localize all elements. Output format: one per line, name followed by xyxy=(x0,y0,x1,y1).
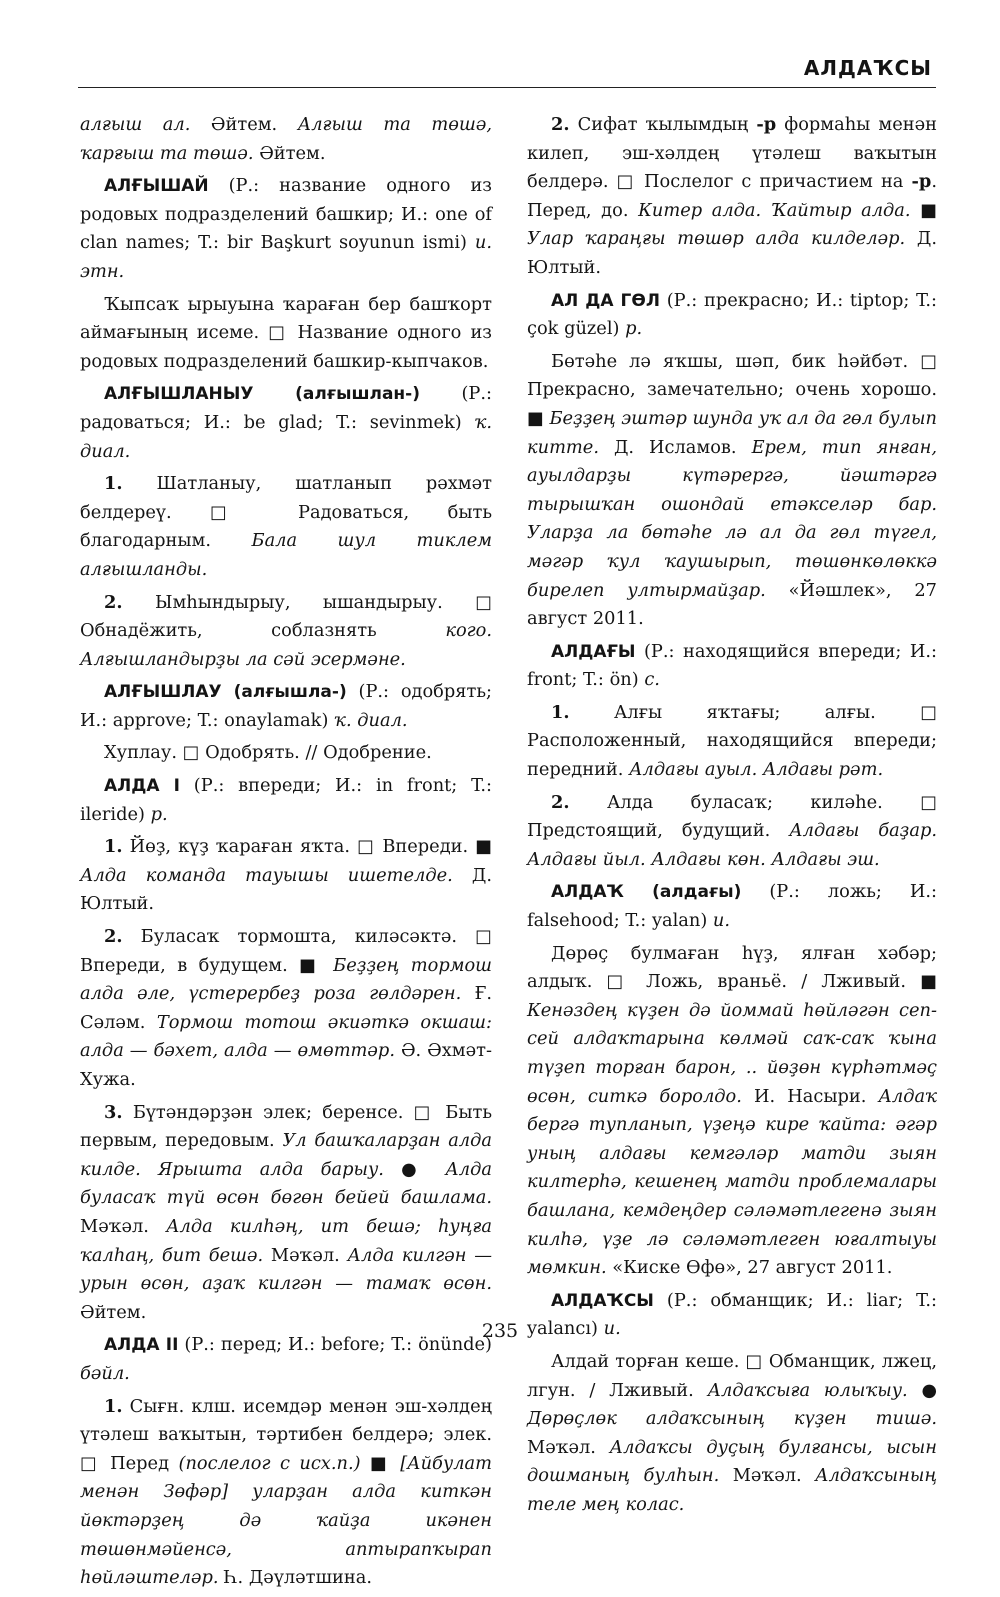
definition-text: (Р.: находящийся впереди; И.: front; T.: ön) xyxy=(527,640,937,691)
entry-paragraph xyxy=(527,940,937,1283)
definition-text: (Р.: перед; И.: before; T.: önünde) xyxy=(178,1334,492,1356)
definition-text: Мәҡәл. xyxy=(719,1465,816,1487)
example-text: Беҙҙең эштәр шунда уҡ ал да гөл булып китте. xyxy=(527,407,937,458)
headword: АЛДАҒЫ xyxy=(551,641,636,662)
entry-paragraph xyxy=(527,111,937,283)
headword: АЛДА I xyxy=(104,776,180,797)
sense-number: 1. xyxy=(104,1395,123,1417)
page-number: 235 xyxy=(481,1320,519,1342)
definition-text: Мәҡәл. xyxy=(80,1215,167,1237)
entry-paragraph xyxy=(80,678,492,735)
entry-paragraph xyxy=(80,833,492,919)
headword: АЛ ДА ГӨЛ xyxy=(551,290,660,311)
entry-paragraph xyxy=(527,789,937,875)
definition-text: Сифат ҡылымдың xyxy=(569,114,757,135)
example-text: р. xyxy=(625,318,643,340)
example-text: [Айбулат менән Зөфәр] уларҙан алда киткән йөктәрҙең дә ҡайҙа икәнен төшөнмәйенсә, аптырапҡырап һөйләштеләр. xyxy=(80,1452,492,1589)
entry-continuation xyxy=(80,111,492,168)
sense-number: 2. xyxy=(104,591,123,613)
definition-text: Алда буласаҡ; киләһе. □ Предстоящий, будущий. xyxy=(527,791,937,842)
example-text: Тормош тотош әкиәткә окшаш: алда — бәхет, алда — өмөттәр. xyxy=(80,1011,492,1062)
entry-paragraph xyxy=(80,923,492,1095)
headword: АЛҒЫШАЙ xyxy=(104,176,209,197)
definition-text: Әйтем. xyxy=(253,142,326,164)
definition-text: Ә. Әхмәт-Хужа. xyxy=(80,1040,492,1090)
sense-number: 1. xyxy=(551,701,570,723)
example-text: и. xyxy=(603,1318,621,1340)
example-text: Алда килһәң, ит бешә; һуңға ҡалһаң, бит бешә. xyxy=(80,1215,492,1266)
entry-paragraph xyxy=(527,1348,937,1520)
entry-paragraph xyxy=(80,172,492,286)
example-text: Алда килгән — урын өсөн, аҙаҡ килгән — тамаҡ өсөн. xyxy=(80,1244,492,1295)
entry-paragraph xyxy=(80,470,492,584)
sense-number: 2. xyxy=(551,114,570,135)
definition-text: ● xyxy=(907,1379,937,1401)
entry-paragraph xyxy=(527,348,937,634)
example-text: Алдағы ауыл. Алдағы рәт. xyxy=(629,759,884,781)
definition-text: Буласаҡ тормошта, киләсәктә. □ Впереди, в будущем. ■ xyxy=(80,926,492,976)
definition-text: Әйтем. xyxy=(190,114,298,135)
example-text: кого. Алғышландырҙы ла сәй эсермәне. xyxy=(80,620,492,670)
headword: АЛҒЫШЛАНЫУ (алғышлан-) xyxy=(104,384,420,405)
example-text: ҡ. диал. xyxy=(334,709,408,731)
right-column xyxy=(527,111,937,1524)
definition-text: Бөтәһе лә яҡшы, шәп, бик һәйбәт. □ Прекрасно, замечательно; очень хорошо. ■ xyxy=(527,350,937,429)
header-rule xyxy=(78,87,936,88)
definition-text: (Р.: название одного из родовых подразделений башкир; И.: one of clan names; T.: bir Başkurt soyunun ismi) xyxy=(80,175,492,254)
definition-text: Д. Юлтый. xyxy=(80,864,492,915)
definition-text: ■ xyxy=(910,199,938,221)
example-text: Алдаҡ бергә тупланып, үҙеңә кире ҡайта: әгәр уның алдағы кемгәләр матди зыян килтерһә, кешенең матди проблемалары башлана, кемдеңдер сәләмәтлегенә зыян килһә, үҙе лә сәләмәтлеген юғалтыуы мөмкин. xyxy=(527,1085,937,1279)
entry-paragraph xyxy=(80,291,492,377)
example-text: Дөрөҫлөк алдаҡсының күҙен тишә. xyxy=(527,1408,937,1430)
example-text: ҡ. диал. xyxy=(80,411,492,462)
definition-text: Мәҡәл. xyxy=(527,1436,610,1458)
entry-paragraph xyxy=(527,638,937,695)
example-text: Кенәздең күҙен дә йоммай һөйләгән сеп-сей алдаҡтарына көлмәй саҡ-саҡ ҡына түҙеп торған барон, .. йөҙөн күрһәтмәҫ өсөн, ситкә боролдо. xyxy=(527,999,937,1107)
entry-paragraph xyxy=(80,739,492,768)
example-text: Беҙҙең тормош алда әле, үстерербеҙ роза гөлдәрен. xyxy=(80,954,492,1005)
sense-number: 2. xyxy=(104,926,123,948)
definition-text: Ҡыпсаҡ ырыуына ҡараған бер башҡорт аймағының исеме. □ Название одного из родовых подразделений башкир-кыпчаков. xyxy=(80,293,492,372)
example-text: Китер алда. Ҡайтыр алда. xyxy=(638,199,911,221)
definition-text: ● xyxy=(383,1158,446,1180)
example-text: Бала шул тиклем алғышланды. xyxy=(80,530,492,580)
definition-text: Ымһындырыу, ышандырыу. □ Обнадёжить, соблазнять xyxy=(80,591,492,642)
definition-text: (Р.: впереди; И.: in front; T.: ileride) xyxy=(80,775,492,825)
example-text: Алда буласаҡ түй өсөн бөгөн бейей башлама. xyxy=(80,1158,492,1209)
definition-text: ■ xyxy=(360,1452,401,1474)
definition-text: Ғ. Сәләм. xyxy=(80,983,492,1033)
example-text: Алдаҡсы дуҫың булғансы, ысын дошманың булһын. xyxy=(527,1436,937,1487)
definition-text: Дөрөҫ булмаған һүҙ, ялған хәбәр; алдыҡ. □ Ложь, враньё. / Лживый. ■ xyxy=(527,942,937,993)
example-text: алғыш ал. xyxy=(80,114,191,135)
definition-text: Һ. Дәүләтшина. xyxy=(218,1567,373,1589)
sense-number: 2. xyxy=(551,791,570,813)
definition-text: Алдай торған кеше. □ Обманщик, лжец, лгун. / Лживый. xyxy=(527,1350,937,1401)
definition-text: Әйтем. xyxy=(80,1301,147,1323)
sense-number: -р xyxy=(911,171,932,193)
headword: АЛДАҠ (алдағы) xyxy=(551,882,742,903)
example-text: Алғыш та төшә, ҡарғыш та төшә. xyxy=(80,114,493,164)
running-head: АЛДАҠСЫ xyxy=(803,56,932,80)
example-text: (послелог с исх.п.) xyxy=(178,1452,361,1474)
definition-text: формаһы менән килеп, эш-хәлдең үтәлеш ваҡытын белдерә. □ Послелог с причастием на xyxy=(527,114,937,193)
definition-text: И. Насыри. xyxy=(741,1085,879,1107)
headword: АЛДАҠСЫ xyxy=(551,1290,654,1311)
sense-number: -р xyxy=(756,114,777,135)
example-text: Алдаҡсыға юлыҡыу. xyxy=(707,1379,908,1401)
entry-paragraph xyxy=(80,1393,492,1593)
example-text: Алда команда тауышы ишетелде. xyxy=(80,864,453,886)
definition-text: (Р.: прекрасно; И.: tiptop; T.: çok güzel) xyxy=(527,289,937,340)
definition-text: Шатланыу, шатланып рәхмәт белдереү. □ Радоваться, быть благодарным. xyxy=(80,473,492,552)
example-text: бәйл. xyxy=(80,1362,130,1384)
definition-text: Мәҡәл. xyxy=(263,1244,348,1266)
entry-paragraph xyxy=(80,1099,492,1328)
example-text: Улар ҡараңғы төшөр алда килделәр. xyxy=(527,228,906,250)
entry-paragraph xyxy=(527,878,937,935)
headword: АЛДА II xyxy=(104,1335,179,1356)
definition-text: (Р.: радоваться; И.: be glad; T.: sevinmek) xyxy=(80,383,492,433)
definition-text: (Р.: одобрять; И.: approve; T.: onaylamak) xyxy=(80,681,492,731)
example-text: Алдаҡсының теле мең колас. xyxy=(527,1465,937,1515)
example-text: р. xyxy=(150,803,168,825)
definition-text: Д. Юлтый. xyxy=(527,228,938,278)
example-text: Ул башҡаларҙан алда килде. Ярышта алда барыу. xyxy=(80,1130,492,1180)
definition-text: (Р.: ложь; И.: falsehood; T.: yalan) xyxy=(527,881,937,932)
headword: АЛҒЫШЛАУ (алғышла-) xyxy=(104,682,347,703)
sense-number: 1. xyxy=(104,836,123,858)
entry-paragraph xyxy=(527,699,937,785)
definition-text: «Киске Өфө», 27 август 2011. xyxy=(606,1257,893,1279)
example-text: с. xyxy=(644,669,660,691)
sense-number: 3. xyxy=(104,1101,123,1123)
entry-paragraph xyxy=(80,589,492,675)
definition-text: . Перед, до. xyxy=(527,171,937,221)
definition-text: (Р.: обманщик; И.: liar; T.: yalancı) xyxy=(527,1289,937,1340)
definition-text: «Йәшлек», 27 август 2011. xyxy=(527,579,937,630)
definition-text: Бүтәндәрҙән элек; беренсе. □ Быть первым, передовым. xyxy=(80,1101,492,1152)
entry-paragraph xyxy=(80,772,492,829)
example-text: Ерем, тип янған, ауылдарҙы күтәрергә, йәштәргә тырышҡан ошондай етәкселәр бар. Уларҙа ла бөтәһе лә ал да гөл түгел, мәгәр ҡул ҡаушырып, төшөнкөлөккә бирелеп ултырмайҙар. xyxy=(527,436,937,601)
entry-paragraph xyxy=(80,380,492,466)
sense-number: 1. xyxy=(104,473,123,495)
example-text: Алдағы баҙар. Алдағы йыл. Алдағы көн. Алдағы эш. xyxy=(527,820,937,870)
definition-text: Йөҙ, күҙ ҡараған яҡта. □ Впереди. ■ xyxy=(122,836,492,858)
definition-text: Д. Исламов. xyxy=(598,436,752,458)
definition-text: Алғы яҡтағы; алғы. □ Расположенный, находящийся впереди; передний. xyxy=(527,701,937,781)
definition-text: Сығн. клш. исемдәр менән эш-хәлдең үтәлеш ваҡытын, тәртибен белдерә; элек. □ Перед xyxy=(80,1395,492,1474)
definition-text: Хуплау. □ Одобрять. // Одобрение. xyxy=(104,742,432,764)
example-text: и. xyxy=(712,910,731,932)
left-column xyxy=(80,111,492,1597)
example-text: и. этн. xyxy=(80,232,492,282)
entry-paragraph xyxy=(527,287,937,344)
